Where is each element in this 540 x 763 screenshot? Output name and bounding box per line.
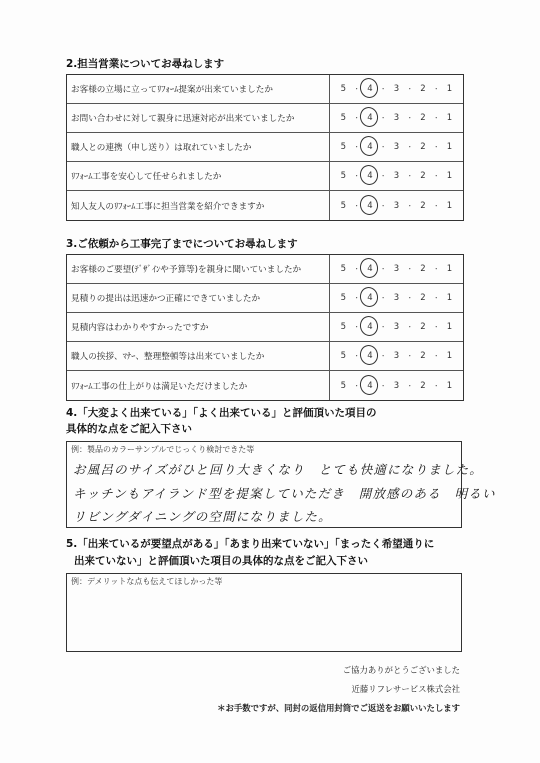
scale-separator: ・ <box>353 265 361 273</box>
question-row <box>67 371 463 400</box>
selected-circle-mark <box>358 76 380 99</box>
scale-separator: ・ <box>379 114 387 122</box>
footer-note: ＊お手数ですが、同封の返信用封筒でご返送をお願いいたします <box>217 703 460 713</box>
scale-separator: ・ <box>432 201 440 210</box>
rating-option-3[interactable]: 3 <box>393 322 400 332</box>
rating-option-4[interactable]: 4 <box>365 201 375 211</box>
rating-option-5[interactable]: 5 <box>340 171 347 181</box>
rating-scale[interactable] <box>330 342 463 370</box>
scale-separator: ・ <box>432 172 440 180</box>
scale-separator: ・ <box>353 201 361 210</box>
scale-separator: ・ <box>432 381 440 390</box>
rating-option-4[interactable]: 4 <box>365 351 375 361</box>
section5-example: 例：デメリットな点も伝えてほしかった等 <box>71 577 223 586</box>
rating-option-5[interactable]: 5 <box>340 322 347 332</box>
scale-separator: ・ <box>379 352 387 360</box>
section5-title-line1: 5.「出来ているが要望点がある」「あまり出来ていない」「まったく希望通りに <box>66 538 435 550</box>
rating-scale[interactable] <box>330 75 463 103</box>
rating-option-1[interactable]: 1 <box>446 351 453 361</box>
scale-separator: ・ <box>353 381 361 390</box>
question-text: 知人友人のﾘﾌｫｰﾑ工事に担当営業を紹介できますか <box>67 191 330 220</box>
question-row <box>67 104 463 133</box>
scale-separator: ・ <box>432 85 440 93</box>
rating-option-4[interactable]: 4 <box>365 84 375 94</box>
footer-thanks: ご協力ありがとうございました <box>342 665 460 675</box>
question-row <box>67 191 463 220</box>
rating-option-1[interactable]: 1 <box>446 113 453 123</box>
rating-option-3[interactable]: 3 <box>393 171 400 181</box>
scale-separator: ・ <box>432 294 440 302</box>
scale-separator: ・ <box>432 265 440 273</box>
selected-circle-mark <box>358 134 380 157</box>
rating-option-1[interactable]: 1 <box>446 322 453 332</box>
rating-option-4[interactable]: 4 <box>365 381 375 391</box>
rating-option-2[interactable]: 2 <box>420 171 426 181</box>
rating-scale[interactable] <box>330 133 463 161</box>
rating-option-2[interactable]: 2 <box>420 380 426 391</box>
rating-option-2[interactable]: 2 <box>420 142 426 152</box>
rating-option-2[interactable]: 2 <box>420 200 426 211</box>
rating-option-5[interactable]: 5 <box>340 200 347 211</box>
question-text: 見積内容はわかりやすかったですか <box>67 313 330 341</box>
rating-option-1[interactable]: 1 <box>446 171 453 181</box>
rating-option-1[interactable]: 1 <box>446 293 453 303</box>
section3-title: 3.ご依頼から工事完了までについてお尋ねします <box>66 238 298 250</box>
rating-option-2[interactable]: 2 <box>420 264 426 274</box>
scale-separator: ・ <box>406 172 414 180</box>
rating-option-3[interactable]: 3 <box>393 113 400 123</box>
scale-separator: ・ <box>353 294 361 302</box>
rating-option-2[interactable]: 2 <box>420 113 426 123</box>
question-row <box>67 75 463 104</box>
rating-option-2[interactable]: 2 <box>420 351 426 361</box>
rating-option-4[interactable]: 4 <box>365 142 375 152</box>
rating-option-1[interactable]: 1 <box>446 264 453 274</box>
rating-option-4[interactable]: 4 <box>365 171 375 181</box>
rating-scale[interactable] <box>330 284 463 312</box>
scale-separator: ・ <box>432 114 440 122</box>
handwriting-line-2: キッチンもアイランド型を提案していただき 開放感のある 明るい <box>73 486 496 501</box>
scale-separator: ・ <box>379 85 387 93</box>
scale-separator: ・ <box>406 294 414 302</box>
rating-option-5[interactable]: 5 <box>340 293 347 303</box>
scale-separator: ・ <box>432 323 440 331</box>
handwriting-line-1: お風呂のサイズがひと回り大きくなり とても快適になりました。 <box>73 462 484 477</box>
scale-separator: ・ <box>379 265 387 273</box>
footer-company: 近藤リフレサービス株式会社 <box>351 684 460 694</box>
question-row <box>67 313 463 342</box>
rating-scale[interactable] <box>330 255 463 283</box>
rating-option-3[interactable]: 3 <box>393 142 400 152</box>
question-row <box>67 162 463 191</box>
section5-answer-box[interactable] <box>66 573 462 652</box>
rating-option-5[interactable]: 5 <box>340 142 347 152</box>
scale-separator: ・ <box>406 265 414 273</box>
question-text: ﾘﾌｫｰﾑ工事の仕上がりは満足いただけましたか <box>67 371 330 400</box>
rating-option-2[interactable]: 2 <box>420 322 426 332</box>
rating-scale[interactable] <box>330 191 463 220</box>
rating-scale[interactable] <box>330 162 463 190</box>
rating-scale[interactable] <box>330 104 463 132</box>
rating-option-2[interactable]: 2 <box>420 84 426 94</box>
scale-separator: ・ <box>379 172 387 180</box>
selected-circle-mark <box>358 373 380 396</box>
scale-separator: ・ <box>353 352 361 360</box>
question-row <box>67 255 463 284</box>
question-text: 職人の挨拶、ﾏﾅｰ、整理整頓等は出来ていましたか <box>67 342 330 370</box>
question-text: お問い合わせに対して親身に迅速対応が出来ていましたか <box>67 104 330 132</box>
scale-separator: ・ <box>432 352 440 360</box>
scale-separator: ・ <box>379 323 387 331</box>
scale-separator: ・ <box>379 294 387 302</box>
scale-separator: ・ <box>406 114 414 122</box>
rating-option-1[interactable]: 1 <box>446 142 453 152</box>
section2-title: 2.担当営業についてお尋ねします <box>66 58 225 70</box>
scale-separator: ・ <box>406 85 414 93</box>
question-text: お客様のご要望(ﾃﾞｻﾞｲﾝや予算等)を親身に聞いていましたか <box>67 255 330 283</box>
rating-option-3[interactable]: 3 <box>393 351 400 361</box>
selected-circle-mark <box>358 193 380 216</box>
section4-answer-box[interactable] <box>66 441 496 528</box>
rating-option-1[interactable]: 1 <box>446 84 453 94</box>
selected-circle-mark <box>358 285 380 308</box>
rating-option-5[interactable]: 5 <box>340 380 347 391</box>
scale-separator: ・ <box>406 201 414 210</box>
scale-separator: ・ <box>406 143 414 151</box>
rating-option-3[interactable]: 3 <box>393 293 400 303</box>
scale-separator: ・ <box>353 172 361 180</box>
selected-circle-mark <box>358 105 380 128</box>
question-row <box>67 284 463 313</box>
rating-option-5[interactable]: 5 <box>340 351 347 361</box>
rating-option-5[interactable]: 5 <box>340 84 347 94</box>
scale-separator: ・ <box>406 352 414 360</box>
question-row <box>67 133 463 162</box>
selected-circle-mark <box>358 256 380 279</box>
section2-table <box>66 74 464 221</box>
question-text: ﾘﾌｫｰﾑ工事を安心して任せられましたか <box>67 162 330 190</box>
rating-option-4[interactable]: 4 <box>365 113 375 123</box>
rating-option-3[interactable]: 3 <box>393 84 400 94</box>
question-row <box>67 342 463 371</box>
rating-option-2[interactable]: 2 <box>420 293 426 303</box>
scale-separator: ・ <box>406 323 414 331</box>
scale-separator: ・ <box>379 143 387 151</box>
scale-separator: ・ <box>406 381 414 390</box>
scale-separator: ・ <box>379 201 387 210</box>
rating-option-1[interactable]: 1 <box>446 200 453 211</box>
question-text: 職人との連携（申し送り）は取れていましたか <box>67 133 330 161</box>
selected-circle-mark <box>358 343 380 366</box>
rating-option-3[interactable]: 3 <box>393 200 400 211</box>
rating-scale[interactable] <box>330 313 463 341</box>
scale-separator: ・ <box>353 114 361 122</box>
rating-option-4[interactable]: 4 <box>365 264 375 274</box>
scale-separator: ・ <box>353 85 361 93</box>
section4-example: 例：製品のカラーサンプルでじっくり検討できた等 <box>71 445 255 454</box>
rating-option-5[interactable]: 5 <box>340 113 347 123</box>
scale-separator: ・ <box>432 143 440 151</box>
handwriting-line-3: リビングダイニングの空間になりました。 <box>73 509 332 524</box>
scale-separator: ・ <box>379 381 387 390</box>
section4-title-line2: 具体的な点をご記入下さい <box>66 423 192 435</box>
rating-option-3[interactable]: 3 <box>393 264 400 274</box>
selected-circle-mark <box>358 314 380 337</box>
selected-circle-mark <box>358 163 380 186</box>
rating-option-4[interactable]: 4 <box>365 322 375 332</box>
rating-scale[interactable] <box>330 371 463 400</box>
section3-table <box>66 254 464 401</box>
scale-separator: ・ <box>353 143 361 151</box>
rating-option-1[interactable]: 1 <box>446 380 453 391</box>
question-text: お客様の立場に立ってﾘﾌｫｰﾑ提案が出来ていましたか <box>67 75 330 103</box>
rating-option-3[interactable]: 3 <box>393 380 400 391</box>
question-text: 見積りの提出は迅速かつ正確にできていましたか <box>67 284 330 312</box>
section4-title-line1: 4.「大変よく出来ている」「よく出来ている」と評価頂いた項目の <box>66 407 377 419</box>
rating-option-5[interactable]: 5 <box>340 264 347 274</box>
rating-option-4[interactable]: 4 <box>365 293 375 303</box>
section5-title-line2: 出来ていない」と評価頂いた項目の具体的な点をご記入下さい <box>74 555 368 567</box>
scale-separator: ・ <box>353 323 361 331</box>
